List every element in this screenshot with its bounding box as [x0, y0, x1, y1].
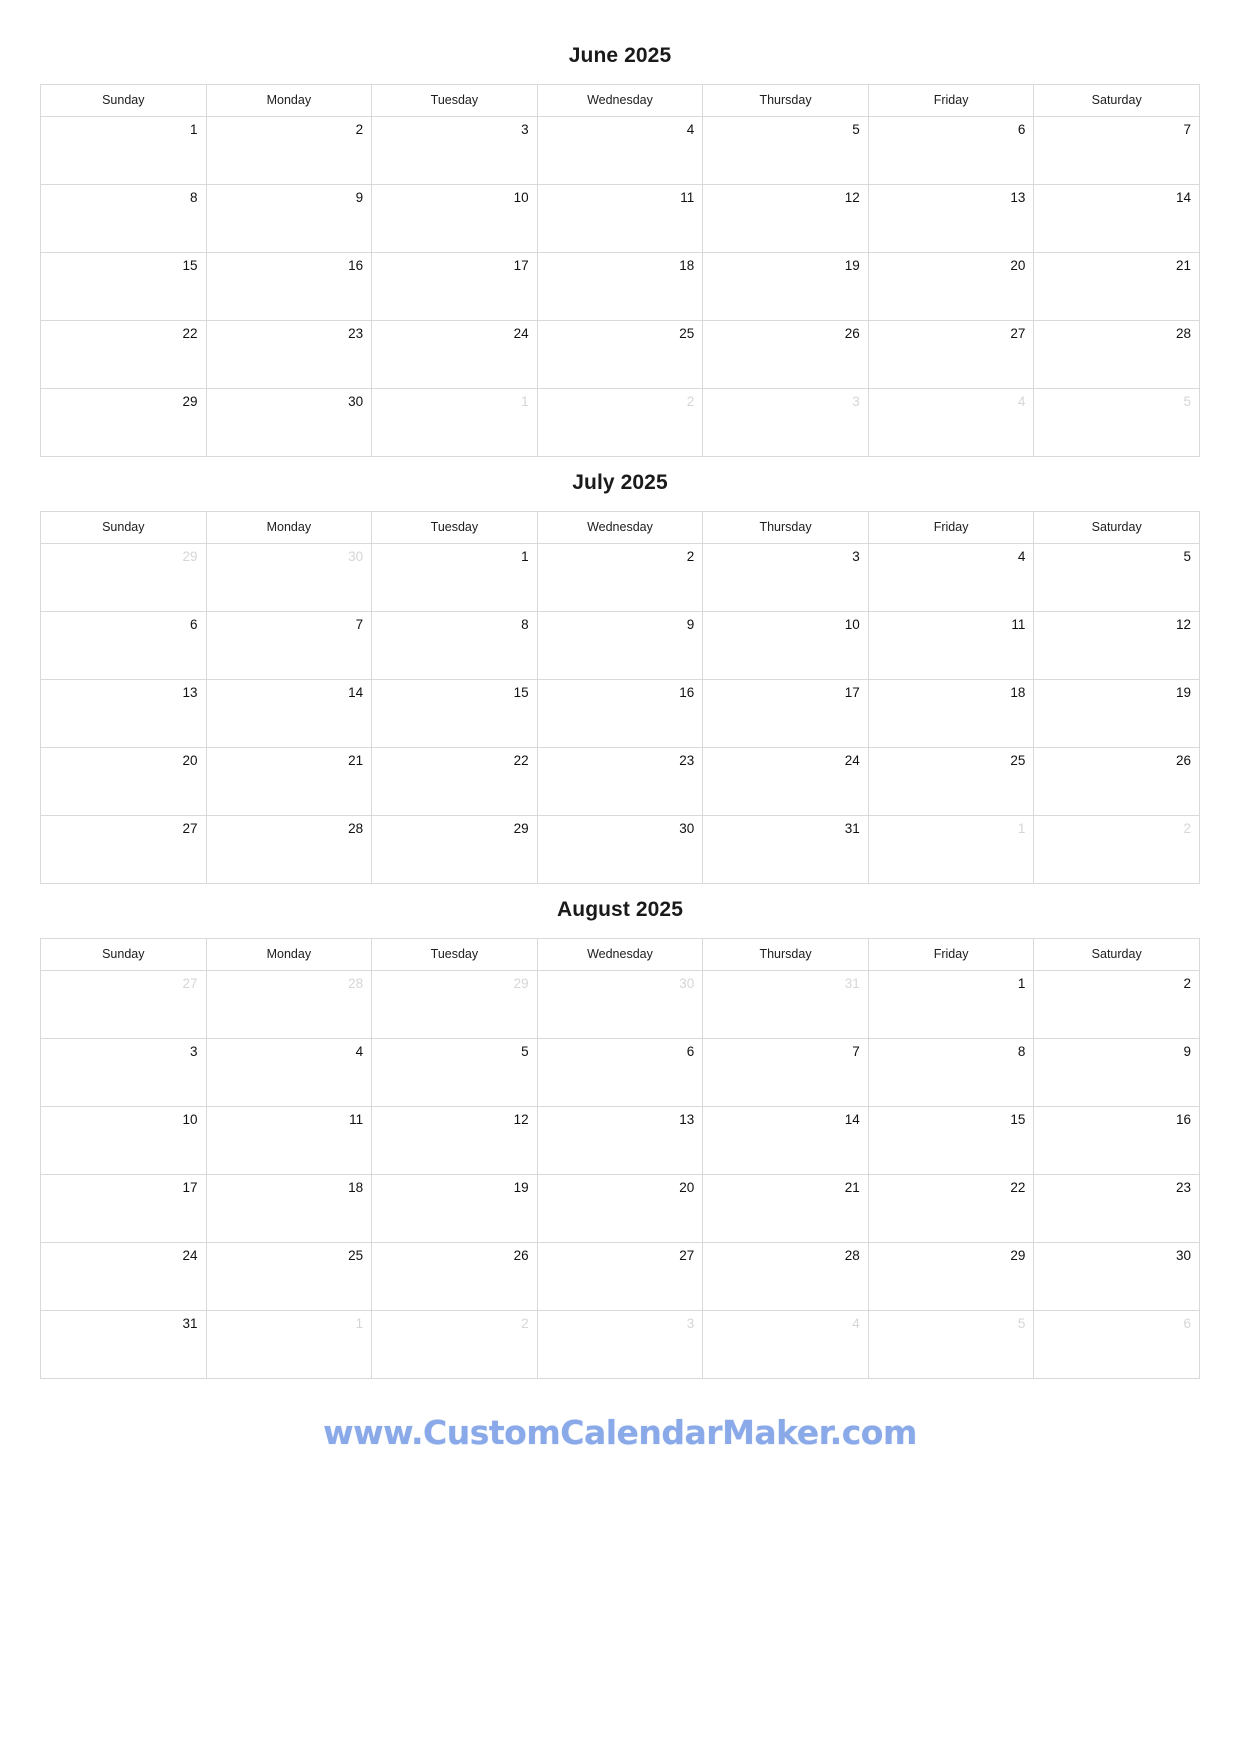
day-cell[interactable]: 21	[206, 748, 372, 816]
day-cell[interactable]: 11	[206, 1107, 372, 1175]
day-cell[interactable]: 7	[703, 1039, 869, 1107]
day-cell-adjacent-month[interactable]: 30	[206, 544, 372, 612]
weekday-header: Sunday	[41, 85, 207, 117]
weekday-header: Tuesday	[372, 512, 538, 544]
day-cell[interactable]: 1	[41, 117, 207, 185]
day-cell[interactable]: 29	[41, 389, 207, 457]
weekday-header: Monday	[206, 85, 372, 117]
day-cell-adjacent-month[interactable]: 31	[703, 971, 869, 1039]
week-row	[41, 544, 1200, 612]
weekday-header: Sunday	[41, 512, 207, 544]
week-row	[41, 971, 1200, 1039]
week-row	[41, 1175, 1200, 1243]
day-cell[interactable]: 2	[537, 544, 703, 612]
day-cell[interactable]: 11	[537, 185, 703, 253]
week-row	[41, 1311, 1200, 1379]
weekday-header: Tuesday	[372, 85, 538, 117]
day-cell[interactable]: 24	[41, 1243, 207, 1311]
day-cell[interactable]: 19	[372, 1175, 538, 1243]
day-cell[interactable]: 22	[868, 1175, 1034, 1243]
day-cell[interactable]: 4	[868, 544, 1034, 612]
day-cell-adjacent-month[interactable]: 2	[537, 389, 703, 457]
day-cell[interactable]: 4	[206, 1039, 372, 1107]
day-cell[interactable]: 9	[206, 185, 372, 253]
day-cell[interactable]: 10	[372, 185, 538, 253]
day-cell[interactable]: 10	[703, 612, 869, 680]
day-cell[interactable]: 8	[868, 1039, 1034, 1107]
day-cell[interactable]: 15	[868, 1107, 1034, 1175]
day-cell[interactable]: 13	[537, 1107, 703, 1175]
custom-calendar-maker-link[interactable]: www.CustomCalendarMaker.com	[323, 1413, 917, 1452]
day-cell[interactable]: 31	[703, 816, 869, 884]
week-row	[41, 321, 1200, 389]
day-cell[interactable]: 6	[868, 117, 1034, 185]
day-cell[interactable]: 27	[868, 321, 1034, 389]
day-cell[interactable]: 28	[1034, 321, 1200, 389]
day-cell[interactable]: 23	[206, 321, 372, 389]
day-cell[interactable]: 10	[41, 1107, 207, 1175]
footer	[40, 1413, 1200, 1452]
day-cell[interactable]: 21	[703, 1175, 869, 1243]
weekday-header: Saturday	[1034, 85, 1200, 117]
day-cell[interactable]: 2	[206, 117, 372, 185]
day-cell[interactable]: 30	[206, 389, 372, 457]
calendar-table	[40, 938, 1200, 1379]
day-cell[interactable]: 19	[1034, 680, 1200, 748]
day-cell[interactable]: 6	[41, 612, 207, 680]
day-cell[interactable]: 13	[868, 185, 1034, 253]
day-cell-adjacent-month[interactable]: 3	[537, 1311, 703, 1379]
day-cell[interactable]: 9	[537, 612, 703, 680]
day-cell[interactable]: 14	[1034, 185, 1200, 253]
day-cell[interactable]: 20	[537, 1175, 703, 1243]
day-cell[interactable]: 30	[1034, 1243, 1200, 1311]
weekday-header: Friday	[868, 512, 1034, 544]
day-cell[interactable]: 18	[537, 253, 703, 321]
day-cell[interactable]: 12	[372, 1107, 538, 1175]
day-cell[interactable]: 15	[41, 253, 207, 321]
calendar-table	[40, 84, 1200, 457]
day-cell[interactable]: 25	[868, 748, 1034, 816]
day-cell[interactable]: 28	[703, 1243, 869, 1311]
day-cell-adjacent-month[interactable]: 29	[372, 971, 538, 1039]
day-cell[interactable]: 22	[372, 748, 538, 816]
day-cell[interactable]: 30	[537, 816, 703, 884]
weekday-header: Sunday	[41, 939, 207, 971]
day-cell-adjacent-month[interactable]: 3	[703, 389, 869, 457]
day-cell[interactable]: 17	[703, 680, 869, 748]
day-cell-adjacent-month[interactable]: 27	[41, 971, 207, 1039]
week-row	[41, 680, 1200, 748]
day-cell[interactable]: 25	[206, 1243, 372, 1311]
day-cell[interactable]: 14	[703, 1107, 869, 1175]
day-cell[interactable]: 7	[1034, 117, 1200, 185]
day-cell-adjacent-month[interactable]: 5	[868, 1311, 1034, 1379]
week-row	[41, 1243, 1200, 1311]
day-cell[interactable]: 27	[537, 1243, 703, 1311]
weekday-header: Friday	[868, 939, 1034, 971]
day-cell[interactable]: 28	[206, 816, 372, 884]
weekday-header: Saturday	[1034, 512, 1200, 544]
month-title: August 2025	[557, 898, 683, 921]
weekday-header-row	[41, 512, 1200, 544]
month-title: June 2025	[568, 44, 672, 67]
day-cell[interactable]: 19	[703, 253, 869, 321]
day-cell[interactable]: 14	[206, 680, 372, 748]
day-cell[interactable]: 3	[703, 544, 869, 612]
day-cell[interactable]: 18	[868, 680, 1034, 748]
day-cell-adjacent-month[interactable]: 4	[703, 1311, 869, 1379]
months-container	[40, 30, 1200, 1379]
day-cell[interactable]: 18	[206, 1175, 372, 1243]
day-cell-adjacent-month[interactable]: 4	[868, 389, 1034, 457]
week-row	[41, 1039, 1200, 1107]
week-row	[41, 389, 1200, 457]
weekday-header: Wednesday	[537, 512, 703, 544]
day-cell-adjacent-month[interactable]: 1	[206, 1311, 372, 1379]
week-row	[41, 612, 1200, 680]
day-cell-adjacent-month[interactable]: 5	[1034, 389, 1200, 457]
day-cell-adjacent-month[interactable]: 28	[206, 971, 372, 1039]
day-cell[interactable]: 26	[1034, 748, 1200, 816]
week-row	[41, 185, 1200, 253]
weekday-header: Monday	[206, 939, 372, 971]
day-cell[interactable]: 24	[703, 748, 869, 816]
day-cell[interactable]: 13	[41, 680, 207, 748]
day-cell-adjacent-month[interactable]: 1	[372, 389, 538, 457]
day-cell[interactable]: 26	[372, 1243, 538, 1311]
month-block	[40, 457, 1200, 884]
day-cell[interactable]: 2	[1034, 971, 1200, 1039]
day-cell[interactable]: 12	[1034, 612, 1200, 680]
day-cell[interactable]: 4	[537, 117, 703, 185]
day-cell[interactable]: 29	[372, 816, 538, 884]
day-cell[interactable]: 25	[537, 321, 703, 389]
weekday-header: Thursday	[703, 939, 869, 971]
day-cell[interactable]: 24	[372, 321, 538, 389]
month-block	[40, 884, 1200, 1379]
weekday-header: Thursday	[703, 512, 869, 544]
weekday-header: Wednesday	[537, 85, 703, 117]
day-cell[interactable]: 8	[41, 185, 207, 253]
week-row	[41, 253, 1200, 321]
day-cell[interactable]: 26	[703, 321, 869, 389]
day-cell-adjacent-month[interactable]: 1	[868, 816, 1034, 884]
day-cell[interactable]: 3	[41, 1039, 207, 1107]
day-cell[interactable]: 16	[537, 680, 703, 748]
day-cell[interactable]: 11	[868, 612, 1034, 680]
day-cell[interactable]: 17	[41, 1175, 207, 1243]
day-cell-adjacent-month[interactable]: 29	[41, 544, 207, 612]
weekday-header: Wednesday	[537, 939, 703, 971]
weekday-header: Friday	[868, 85, 1034, 117]
day-cell[interactable]: 16	[206, 253, 372, 321]
day-cell[interactable]: 1	[372, 544, 538, 612]
day-cell[interactable]: 20	[868, 253, 1034, 321]
day-cell[interactable]: 20	[41, 748, 207, 816]
week-row	[41, 748, 1200, 816]
day-cell-adjacent-month[interactable]: 6	[1034, 1311, 1200, 1379]
day-cell[interactable]: 8	[372, 612, 538, 680]
day-cell[interactable]: 12	[703, 185, 869, 253]
day-cell[interactable]: 9	[1034, 1039, 1200, 1107]
day-cell[interactable]: 23	[1034, 1175, 1200, 1243]
day-cell[interactable]: 22	[41, 321, 207, 389]
day-cell[interactable]: 5	[1034, 544, 1200, 612]
day-cell[interactable]: 31	[41, 1311, 207, 1379]
day-cell[interactable]: 27	[41, 816, 207, 884]
weekday-header-row	[41, 939, 1200, 971]
weekday-header-row	[41, 85, 1200, 117]
day-cell[interactable]: 29	[868, 1243, 1034, 1311]
day-cell[interactable]: 15	[372, 680, 538, 748]
day-cell[interactable]: 23	[537, 748, 703, 816]
day-cell[interactable]: 5	[703, 117, 869, 185]
month-title: July 2025	[572, 471, 668, 494]
month-block	[40, 30, 1200, 457]
weekday-header: Thursday	[703, 85, 869, 117]
day-cell[interactable]: 7	[206, 612, 372, 680]
day-cell[interactable]: 21	[1034, 253, 1200, 321]
day-cell[interactable]: 6	[537, 1039, 703, 1107]
calendar-table	[40, 511, 1200, 884]
day-cell[interactable]: 1	[868, 971, 1034, 1039]
day-cell[interactable]: 16	[1034, 1107, 1200, 1175]
day-cell[interactable]: 17	[372, 253, 538, 321]
weekday-header: Saturday	[1034, 939, 1200, 971]
day-cell-adjacent-month[interactable]: 30	[537, 971, 703, 1039]
week-row	[41, 117, 1200, 185]
weekday-header: Monday	[206, 512, 372, 544]
week-row	[41, 816, 1200, 884]
week-row	[41, 1107, 1200, 1175]
day-cell[interactable]: 5	[372, 1039, 538, 1107]
day-cell[interactable]: 3	[372, 117, 538, 185]
day-cell-adjacent-month[interactable]: 2	[372, 1311, 538, 1379]
day-cell-adjacent-month[interactable]: 2	[1034, 816, 1200, 884]
weekday-header: Tuesday	[372, 939, 538, 971]
